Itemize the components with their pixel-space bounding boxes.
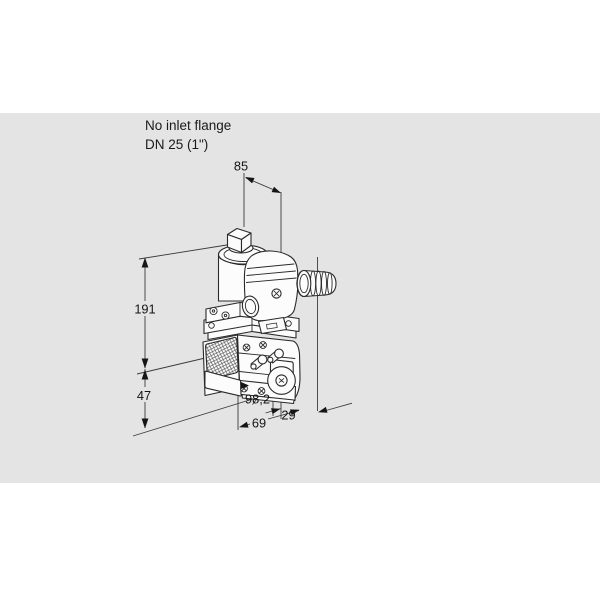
arrow-29-right <box>318 407 328 413</box>
arrow-69-left <box>239 422 249 428</box>
valve-body <box>203 229 336 404</box>
dim-69-label: 69 <box>251 415 267 431</box>
dim-47-label: 47 <box>136 388 152 403</box>
dim-tail-29-right <box>326 403 352 410</box>
arrow-191-bottom <box>142 359 149 369</box>
flange-note-line2: DN 25 (1") <box>145 137 209 152</box>
dim-29-label: 29 <box>281 407 296 423</box>
valve-dimensional-drawing <box>0 113 600 483</box>
arrow-85-right <box>272 187 281 193</box>
arrow-191-top <box>142 258 149 268</box>
dim-98-label: 98,2 <box>245 391 270 407</box>
flange-note-line1: No inlet flange <box>145 118 232 133</box>
arrow-47-top <box>142 370 149 380</box>
spindle-cap <box>228 229 254 254</box>
dim-85-label: 85 <box>233 158 249 174</box>
arrow-47-bottom <box>142 419 149 429</box>
cable-gland-knob <box>297 271 336 297</box>
arrow-85-left <box>245 177 255 183</box>
dim-191-label: 191 <box>134 301 156 317</box>
arrow-29-left <box>271 408 281 414</box>
drawing-panel <box>0 113 600 483</box>
